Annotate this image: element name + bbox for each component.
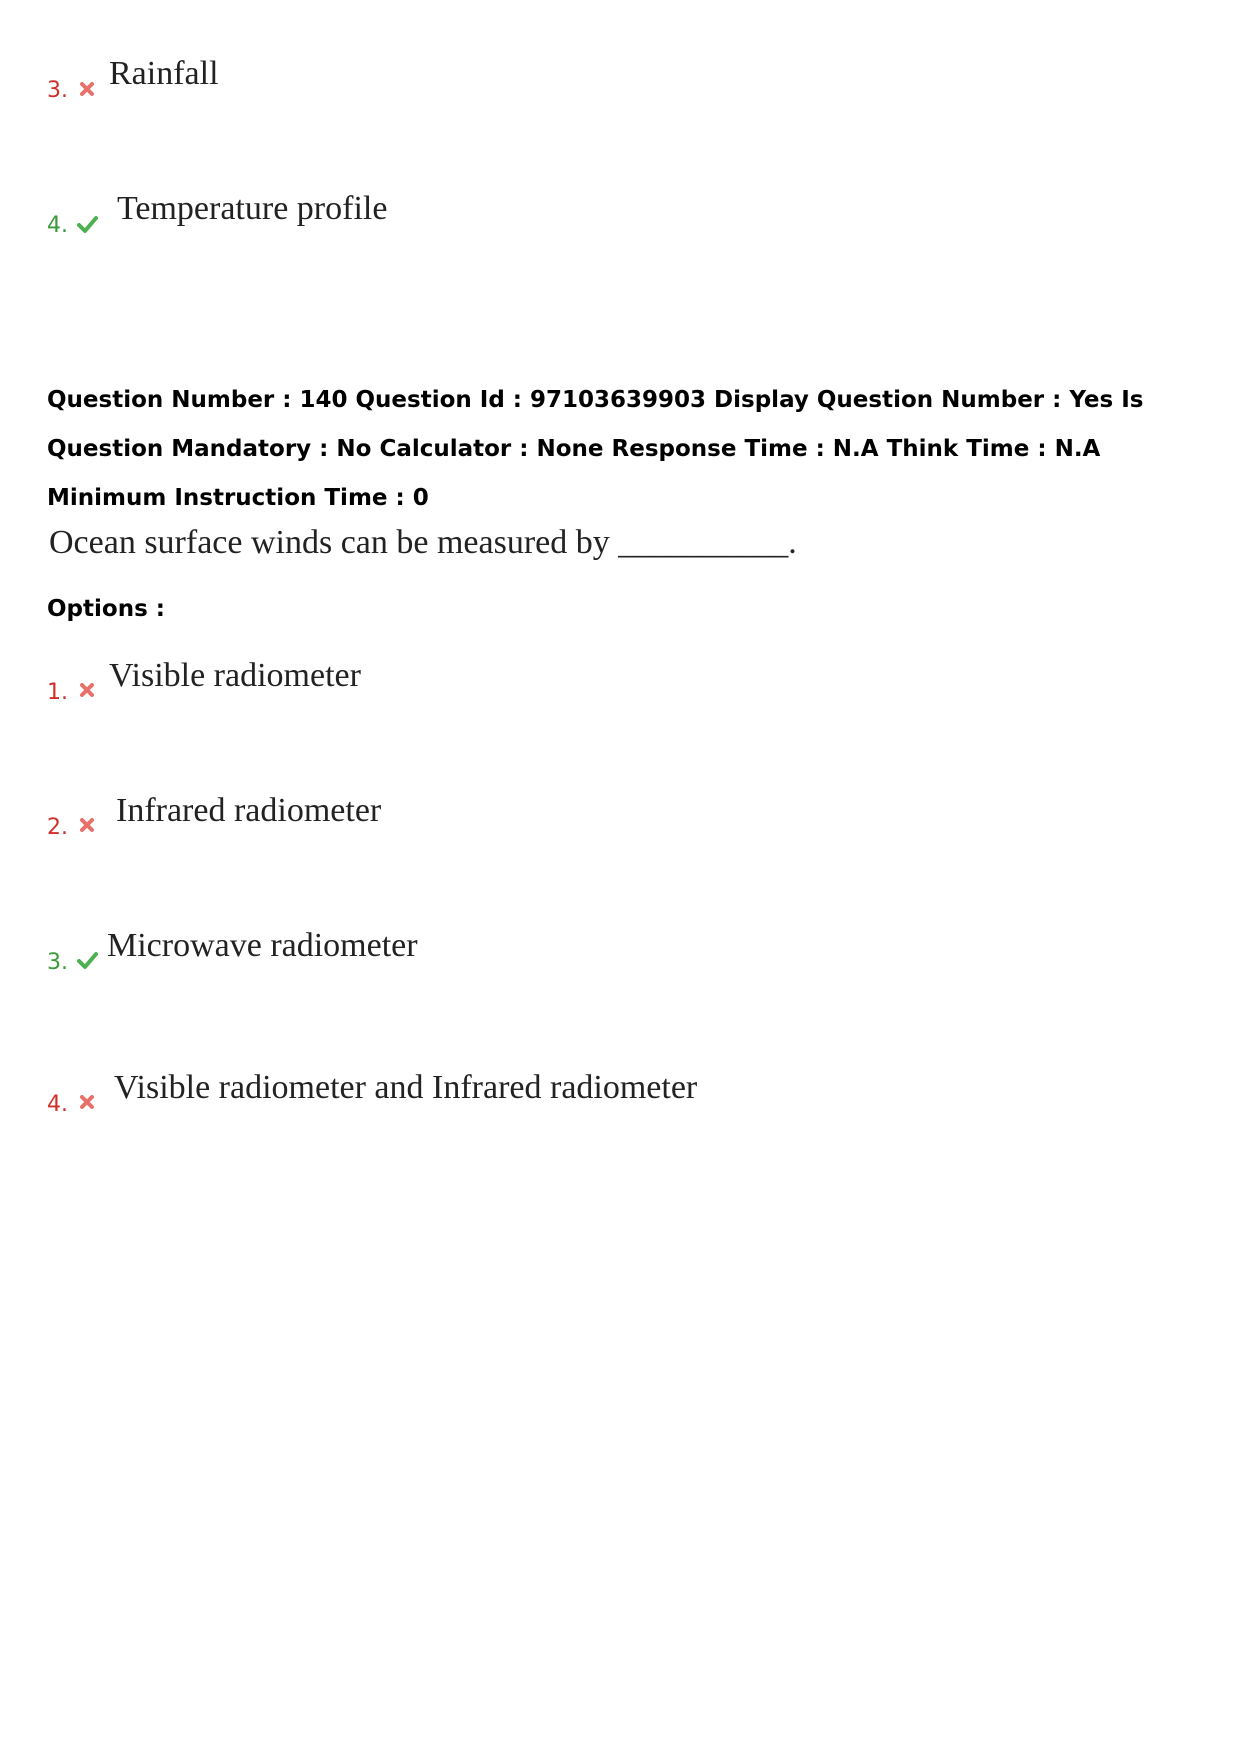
cross-icon: [76, 679, 98, 701]
question-meta: Question Number : 140 Question Id : 97103639903 Display Question Number : Yes Is Question Mandatory : No Calculator : None Response Time : N.A Think Time : N.A Minimum Instruction Time : 0: [47, 387, 1144, 511]
check-icon: [76, 213, 98, 235]
options-label: Options :: [47, 596, 165, 622]
option-text: Visible radiometer and Infrared radiometer: [114, 1069, 698, 1106]
prev-option-3: [0, 55, 1240, 120]
cross-icon: [76, 1091, 98, 1113]
option-number: 3.: [47, 78, 68, 103]
option-text: Rainfall: [109, 55, 219, 92]
option-number: 2.: [47, 815, 68, 840]
option-number: 4.: [47, 1092, 68, 1117]
option-text: Temperature profile: [117, 190, 388, 227]
cross-icon: [76, 78, 98, 100]
option-4: [0, 1069, 1240, 1134]
option-text: Microwave radiometer: [107, 927, 418, 964]
option-text: Visible radiometer: [109, 657, 361, 694]
prev-option-4: [0, 190, 1240, 255]
question-text: Ocean surface winds can be measured by __________.: [49, 524, 797, 561]
option-number: 4.: [47, 213, 68, 238]
option-number: 1.: [47, 680, 68, 705]
option-text: Infrared radiometer: [116, 792, 382, 829]
option-number: 3.: [47, 950, 68, 975]
option-1: [0, 657, 1240, 722]
option-2: [0, 792, 1240, 857]
option-3: [0, 927, 1240, 992]
cross-icon: [76, 814, 98, 836]
check-icon: [76, 949, 98, 971]
